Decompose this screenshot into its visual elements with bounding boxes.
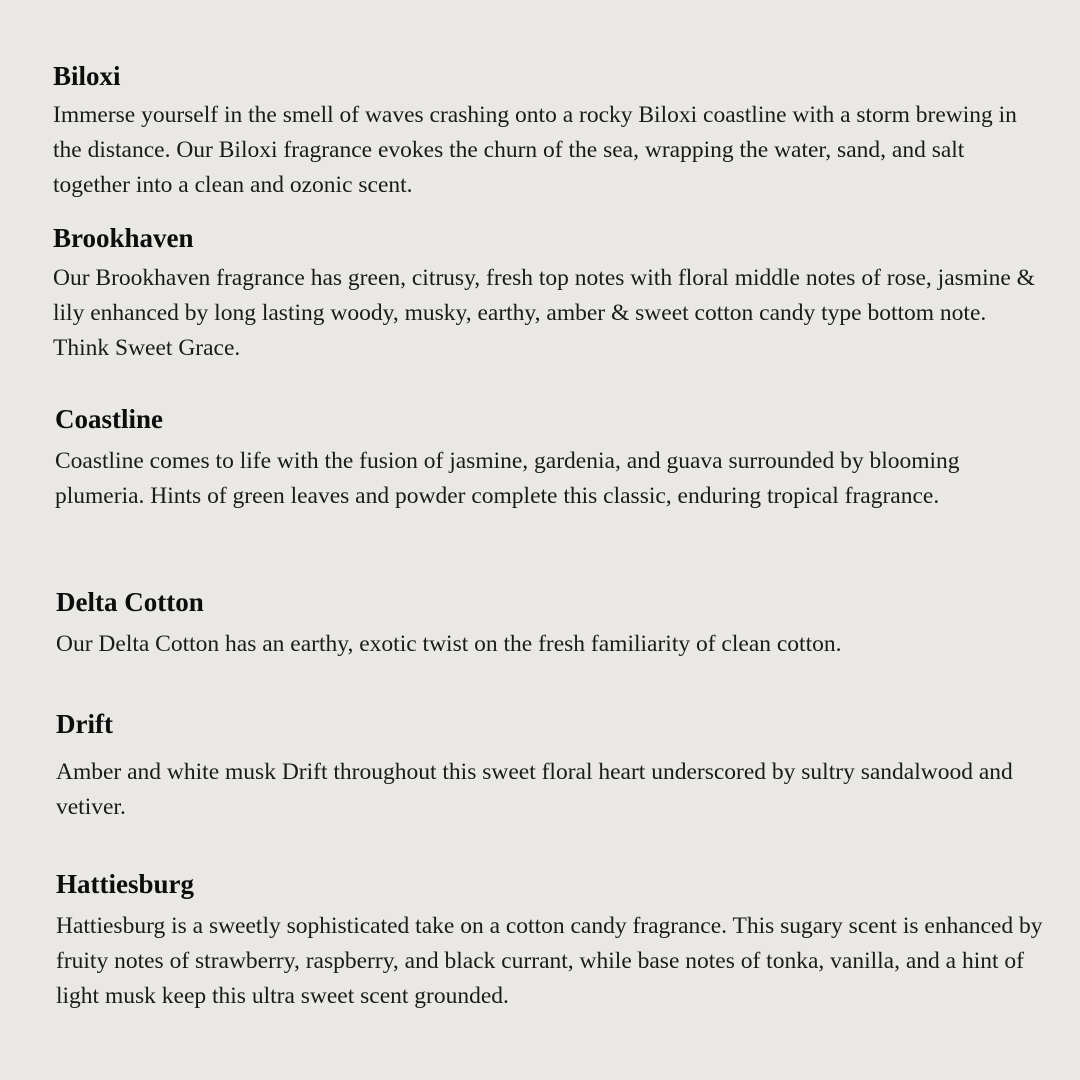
- fragrance-description: Immerse yourself in the smell of waves crashing onto a rocky Biloxi coastline with a storm brewing in the distance. Our Biloxi fragrance evokes the churn of the sea, wrapping the water, sand, and salt together into a clean and ozonic scent.: [53, 102, 1017, 198]
- fragrance-entry-brookhaven: [53, 222, 1043, 366]
- fragrance-entry-coastline: [55, 403, 1045, 514]
- fragrance-entry-biloxi: [53, 60, 1043, 203]
- fragrance-title: Drift: [56, 709, 113, 739]
- fragrance-description: Amber and white musk Drift throughout this sweet floral heart underscored by sultry sandalwood and vetiver.: [56, 759, 1013, 820]
- fragrance-description: Hattiesburg is a sweetly sophisticated take on a cotton candy fragrance. This sugary scent is enhanced by fruity notes of strawberry, raspberry, and black currant, while base notes of tonka, vanilla, and a hint of light musk keep this ultra sweet scent grounded.: [56, 913, 1043, 1009]
- fragrance-description: Coastline comes to life with the fusion of jasmine, gardenia, and guava surrounded by blooming plumeria. Hints of green leaves and powder complete this classic, enduring tropical fragrance.: [55, 448, 960, 509]
- fragrance-title: Biloxi: [53, 61, 121, 91]
- fragrance-description: Our Brookhaven fragrance has green, citrusy, fresh top notes with floral middle notes of rose, jasmine & lily enhanced by long lasting woody, musky, earthy, amber & sweet cotton candy type bottom note. Think Sweet Grace.: [53, 265, 1035, 361]
- fragrance-title: Delta Cotton: [56, 587, 204, 617]
- fragrance-entry-hattiesburg: [56, 868, 1046, 1014]
- fragrance-entry-drift: [56, 708, 1046, 825]
- fragrance-title: Coastline: [55, 404, 163, 434]
- fragrance-description: Our Delta Cotton has an earthy, exotic twist on the fresh familiarity of clean cotton.: [56, 631, 842, 657]
- fragrance-title: Brookhaven: [53, 223, 194, 253]
- fragrance-title: Hattiesburg: [56, 869, 194, 899]
- fragrance-entry-delta-cotton: [56, 586, 1046, 662]
